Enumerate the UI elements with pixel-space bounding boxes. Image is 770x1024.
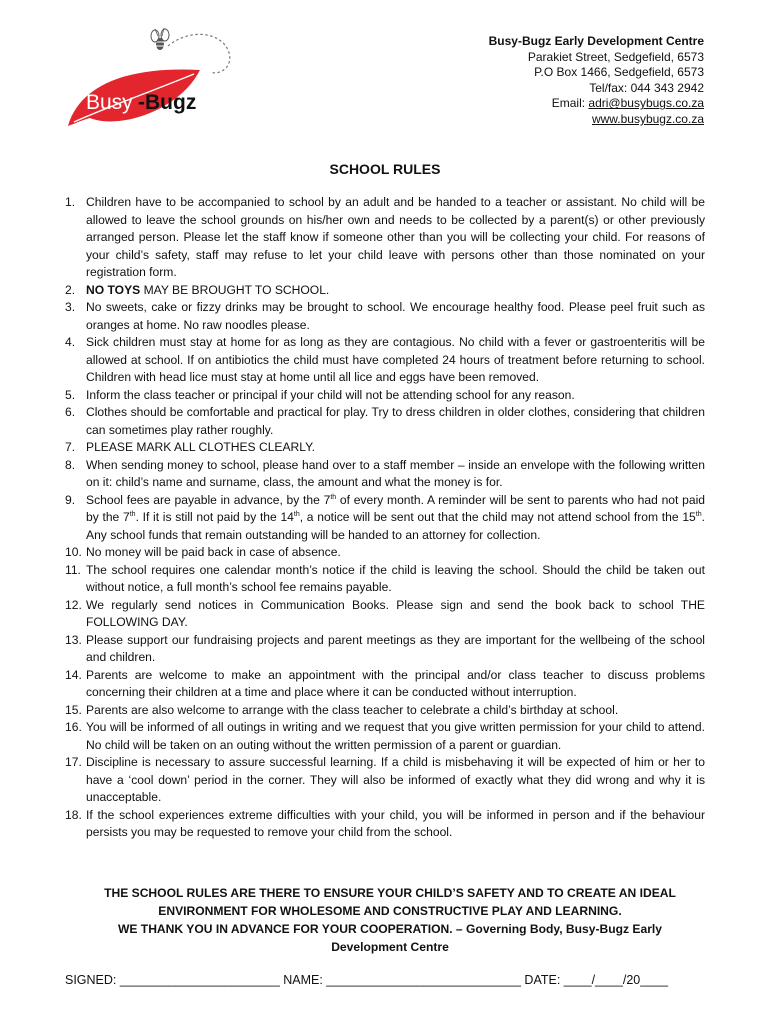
organization-contact-block	[489, 34, 704, 128]
rule-text-part: Clothes should be comfortable and practical for play. Try to dress children in older clothes, considering that children can sometimes play rather roughly.	[86, 405, 705, 437]
rule-text	[86, 598, 705, 630]
rule-item	[65, 299, 705, 334]
rule-item	[65, 754, 705, 807]
rule-number: 8.	[65, 457, 76, 472]
rule-text-part: If the school experiences extreme difficulties with your child, you will be informed in person and if the behaviour persists you may be requested to remove your child from the school.	[86, 807, 705, 839]
rule-emphasis: NO TOYS	[86, 282, 141, 297]
ordinal-suffix: th	[129, 510, 136, 518]
rule-text-part: . Any school funds that remain outstanding will be handed to an attorney for collection.	[86, 510, 705, 542]
rule-item	[65, 282, 705, 300]
rule-text-part: No money will be paid back in case of absence.	[86, 545, 341, 559]
rule-number: 5.	[65, 387, 76, 402]
rule-text	[86, 633, 705, 665]
closing-line-1: THE SCHOOL RULES ARE THERE TO ENSURE YOUR CHILD’S SAFETY AND TO CREATE AN IDEAL ENVIRONMENT FOR WHOLESOME AND CONSTRUCTIVE PLAY AND LEARNING.	[104, 886, 676, 918]
rule-text	[86, 668, 705, 700]
rule-item	[65, 404, 705, 439]
ordinal-suffix: th	[293, 510, 300, 518]
rule-number: 11.	[65, 562, 81, 577]
website-link[interactable]: www.busybugz.co.za	[591, 111, 704, 126]
rule-text-part: We regularly send notices in Communication Books. Please sign and send the book back to school THE FOLLOWING DAY.	[86, 597, 705, 629]
rule-item	[65, 544, 705, 562]
rule-text-part: Please support our fundraising projects and parent meetings as they are important for the wellbeing of the school and children.	[86, 632, 705, 664]
email-line	[489, 96, 704, 112]
rule-text-part: Inform the class teacher or principal if your child will not be attending school for any reason.	[86, 387, 575, 402]
organization-name: Busy-Bugz Early Development Centre	[488, 34, 704, 48]
rule-text	[86, 283, 329, 297]
email-label: Email:	[551, 96, 589, 111]
rule-item	[65, 702, 705, 720]
rule-number: 7.	[65, 440, 76, 454]
document-title: SCHOOL RULES	[329, 161, 441, 177]
rule-number: 6.	[65, 405, 76, 419]
rule-text-part: You will be informed of all outings in writing and we request that you give written permission for your child to attend. No child will be taken on an outing without the written permission of a parent or guardian.	[86, 720, 705, 752]
rule-text	[86, 755, 705, 804]
rule-text	[86, 808, 705, 840]
rule-text	[86, 405, 705, 437]
rules-list	[65, 194, 705, 842]
rule-number: 17.	[65, 755, 82, 769]
rule-text	[86, 720, 705, 752]
rule-text-part: School fees are payable in advance, by the 7	[86, 492, 331, 507]
rule-text-part: No sweets, cake or fizzy drinks may be brought to school. We encourage healthy food. Please peel fruit such as oranges at home. No raw noodles please.	[86, 300, 705, 332]
rule-number: 15.	[65, 702, 82, 717]
rule-text-part: PLEASE MARK ALL CLOTHES CLEARLY.	[86, 440, 315, 454]
rule-text	[86, 545, 341, 559]
rule-number: 10.	[65, 545, 82, 559]
rule-text-part: Parents are also welcome to arrange with the class teacher to celebrate a child’s birthday at school.	[86, 702, 619, 717]
telephone-fax: Tel/fax: 044 343 2942	[589, 80, 704, 95]
logo-text-right: -Bugz	[138, 91, 197, 114]
red-leaf-with-bee-logo-icon	[60, 14, 235, 134]
rule-text	[86, 458, 705, 490]
rule-text-part: Sick children must stay at home for as long as they are contagious. No child with a fever or gastroenteritis will be allowed at school. If on antibiotics the child must have completed 24 hours of treatment before returning to school. Children with head lice must stay at home until all lice and eggs have been removed.	[86, 335, 705, 384]
rule-number: 12.	[65, 597, 82, 612]
rule-text	[86, 195, 705, 279]
closing-statement	[90, 884, 690, 956]
signature-line[interactable]: SIGNED: _______________________ NAME: ____________________________ DATE: ____/____/20____	[65, 973, 669, 987]
rule-text	[86, 300, 705, 332]
rule-number: 4.	[65, 335, 76, 349]
rule-text-part: MAY BE BROUGHT TO SCHOOL.	[140, 282, 330, 297]
rule-number: 2.	[65, 282, 76, 297]
rule-text	[86, 703, 618, 717]
logo-text-left: Busy	[86, 91, 133, 114]
rule-text-part: Children have to be accompanied to school by an adult and be handed to a teacher or assistant. No child will be allowed to leave the school grounds on his/her own and needs to be collected by a parent(s) or other previously arranged person. Please let the staff know if someone other than you will be collecting your child. For reasons of your child’s safety, staff may refuse to let your child leave with persons other than those nominated on your registration form.	[86, 195, 705, 279]
email-link[interactable]: adri@busybugs.co.za	[588, 96, 704, 111]
rule-text-part: When sending money to school, please hand over to a staff member – inside an envelope with the following written on it: child’s name and surname, class, the amount and what the money is for.	[86, 457, 705, 489]
rule-item	[65, 334, 705, 387]
rule-text	[86, 563, 705, 595]
rule-text-part: of every month. A reminder will be sent to parents who had not paid by the 7	[86, 492, 705, 524]
rule-number: 14.	[65, 667, 82, 682]
rule-text-part: Parents are welcome to make an appointment with the principal and/or class teacher to discuss problems concerning their children at a time and place where it can be conducted without interruption.	[86, 667, 705, 699]
rule-text	[86, 335, 705, 384]
rule-text-part: The school requires one calendar month’s notice if the child is leaving the school. Should the child be taken out without notice, a full month’s school fee remains payable.	[86, 562, 705, 594]
rule-item	[65, 667, 705, 702]
rule-number: 1.	[65, 195, 76, 209]
rule-text-part: Discipline is necessary to assure successful learning. If a child is misbehaving it will be expected of him or her to have a ‘cool down’ period in the corner. They will also be informed of exactly what they did wrong and why it is unacceptable.	[86, 755, 705, 804]
rule-item	[65, 457, 705, 492]
rule-item	[65, 562, 705, 597]
rule-number: 3.	[65, 300, 76, 314]
rule-text	[86, 493, 705, 542]
ordinal-suffix: th	[330, 493, 337, 501]
closing-line-2: WE THANK YOU IN ADVANCE FOR YOUR COOPERATION. – Governing Body, Busy-Bugz Early Development Centre	[117, 922, 663, 954]
rule-item	[65, 492, 705, 545]
rule-item	[65, 632, 705, 667]
rule-text	[86, 388, 575, 402]
rule-item	[65, 194, 705, 282]
rule-item	[65, 387, 705, 405]
postal-address: P.O Box 1466, Sedgefield, 6573	[534, 65, 704, 80]
rule-text-part: , a notice will be sent out that the child may not attend school from the 15	[299, 510, 696, 524]
rule-text-part: . If it is still not paid by the 14	[135, 510, 294, 524]
busy-bugz-logo	[60, 14, 235, 134]
rule-item	[65, 719, 705, 754]
rule-item	[65, 439, 705, 457]
rule-number: 13.	[65, 632, 82, 647]
rule-text	[86, 440, 315, 454]
street-address: Parakiet Street, Sedgefield, 6573	[527, 49, 704, 64]
ordinal-suffix: th	[695, 510, 702, 518]
rule-number: 9.	[65, 492, 76, 507]
rule-number: 18.	[65, 807, 82, 822]
rule-item	[65, 597, 705, 632]
rule-number: 16.	[65, 720, 82, 734]
rule-item	[65, 807, 705, 842]
